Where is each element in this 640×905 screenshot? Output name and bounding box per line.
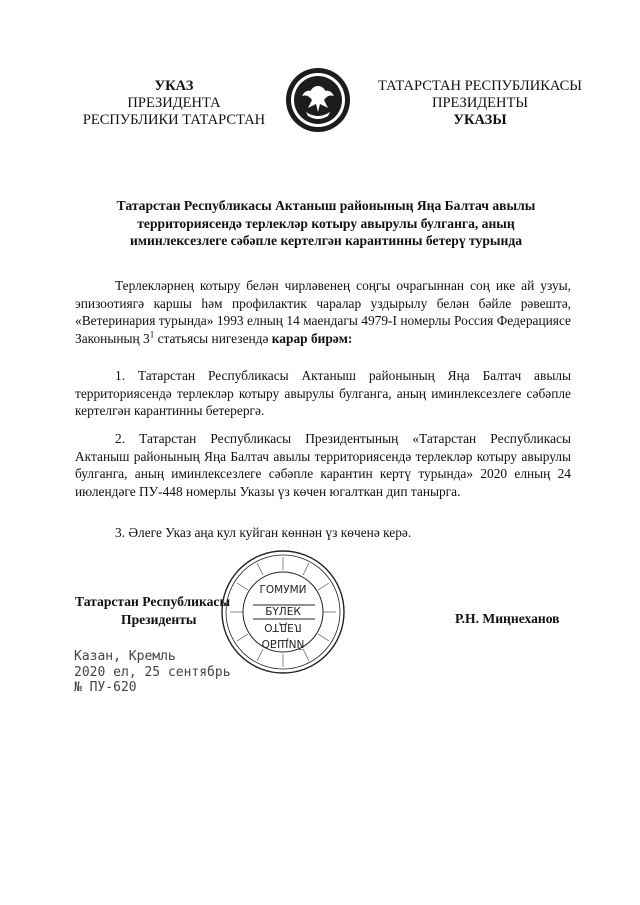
header-right <box>362 78 598 129</box>
document-footer <box>74 649 231 696</box>
decree-item-3 <box>75 524 571 542</box>
signature-line2: Президенты <box>121 612 197 627</box>
preamble-text-after: статьясы нигезендә <box>154 330 272 346</box>
preamble-paragraph <box>75 277 571 347</box>
document-title <box>86 197 566 250</box>
header-left <box>68 78 280 129</box>
header-left-line3: РЕСПУБЛИКИ ТАТАРСТАН <box>82 112 266 128</box>
title-line1: Татарстан Республикасы Актаныш районының Яңа Балтач авылы <box>116 198 536 213</box>
header-left-line1: УКАЗ <box>154 78 194 94</box>
coat-of-arms-icon <box>284 66 352 134</box>
footer-date: 2020 ел, 25 сентябрь <box>74 664 231 680</box>
decree-item-2-text: 2. Татарстан Республикасы Президентының «Татарстан Республикасы Актаныш районының Яңа Балтач авылы территориясендә терлекләр котыру авырулы булганга, аның иминлексезлеге сәбәпле карантин кертү турында» 2020 елның 24 июлендәге ПУ-448 номерлы Указы үз көчен югалткан дип танырга. <box>75 431 571 499</box>
footer-number: № ПУ-620 <box>74 680 137 695</box>
decree-item-3-text: 3. Әлеге Указ аңа кул куйган көннән үз көченә керә. <box>115 525 412 540</box>
preamble-text: Терлекләрнең котыру белән чирләвенең соңгы очрагыннан соң ике ай узуы, эпизоотиягә каршы һәм профилактик чаралар уздырылу белән бәйле рәвештә, «Ветеринария турында» 1993 елның 14 маендагы 4979-I номерлы Россия Федерациясе Законының 3 <box>75 278 571 346</box>
preamble-superscript: 1 <box>149 329 155 340</box>
stamp-line4: ОТДЕЛ <box>264 621 302 633</box>
title-line3: иминлексезлеге сәбәпле кертелгән карантинны бетерү турында <box>129 233 523 248</box>
official-stamp <box>219 548 347 676</box>
decree-item-1-text: 1. Татарстан Республикасы Актаныш районының Яңа Балтач авылы территориясендә терлекләр котыру авырулы булганга, аның иминлексезлеге сәбәпле кертелгән карантинны бетерергә. <box>75 368 571 418</box>
header-right-line1: ТАТАРСТАН РЕСПУБЛИКАСЫ <box>378 78 582 94</box>
header-left-line2: ПРЕЗИДЕНТА <box>127 95 221 111</box>
signature-line1: Татарстан Республикасы <box>75 594 231 609</box>
stamp-line3: ОБЩИЙ <box>261 637 305 649</box>
footer-place: Казан, Кремль <box>74 649 176 664</box>
header-right-line2: ПРЕЗИДЕНТЫ <box>431 95 529 111</box>
title-line2: территориясендә терлекләр котыру авырулы булганга, аның <box>137 215 515 231</box>
stamp-line2: БҮЛЕК <box>265 606 301 618</box>
preamble-emphasis: карар бирәм: <box>271 330 353 346</box>
header-right-line3: УКАЗЫ <box>453 112 507 128</box>
decree-item-2 <box>75 430 571 500</box>
decree-item-1 <box>75 367 571 420</box>
signature-title <box>75 593 230 629</box>
stamp-line1: ГОМУМИ <box>259 584 307 596</box>
signature-name: Р.Н. Миңнеханов <box>455 611 560 626</box>
